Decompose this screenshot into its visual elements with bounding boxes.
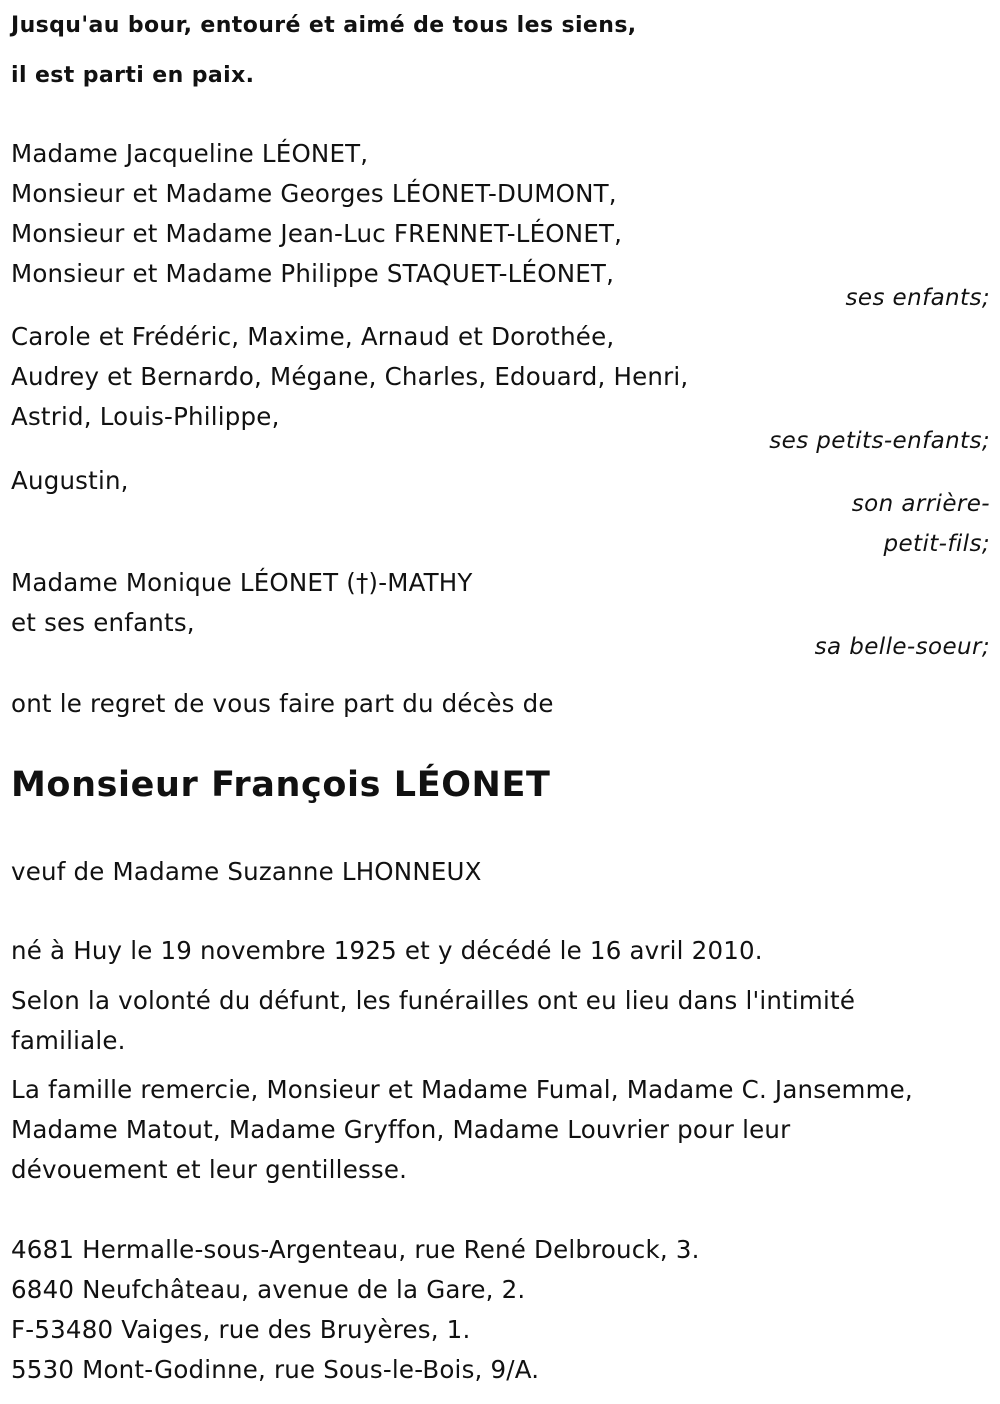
funeral-line-1: Selon la volonté du défunt, les funérailles ont eu lieu dans l'intimité	[11, 986, 856, 1015]
great-grandchild-relation-1: son arrière-	[851, 491, 990, 517]
grandchild-name: Audrey et Bernardo, Mégane, Charles, Edouard, Henri,	[11, 362, 689, 391]
sister-in-law-name: Madame Monique LÉONET (†)-MATHY	[11, 568, 473, 597]
child-name: Monsieur et Madame Georges LÉONET-DUMONT,	[11, 179, 617, 208]
grandchildren-relation: ses petits-enfants;	[769, 428, 990, 454]
thanks-line-3: dévouement et leur gentillesse.	[11, 1155, 408, 1184]
thanks-line-1: La famille remercie, Monsieur et Madame Fumal, Madame C. Jansemme,	[11, 1075, 913, 1104]
thanks-line-2: Madame Matout, Madame Gryffon, Madame Louvrier pour leur	[11, 1115, 791, 1144]
children-relation: ses enfants;	[845, 285, 990, 311]
grandchild-name: Astrid, Louis-Philippe,	[11, 402, 280, 431]
address-line: 6840 Neufchâteau, avenue de la Gare, 2.	[11, 1275, 526, 1304]
widower-of: veuf de Madame Suzanne LHONNEUX	[11, 857, 482, 886]
grandchild-name: Carole et Frédéric, Maxime, Arnaud et Dorothée,	[11, 322, 615, 351]
address-line: F-53480 Vaiges, rue des Bruyères, 1.	[11, 1315, 471, 1344]
announcement: ont le regret de vous faire part du décès de	[11, 689, 554, 718]
sister-in-law-relation: sa belle-soeur;	[814, 634, 990, 660]
funeral-line-2: familiale.	[11, 1026, 126, 1055]
intro-line-1: Jusqu'au bour, entouré et aimé de tous les siens,	[11, 13, 637, 38]
great-grandchild-relation-2: petit-fils;	[883, 531, 990, 557]
child-name: Monsieur et Madame Jean-Luc FRENNET-LÉONET,	[11, 219, 623, 248]
child-name: Madame Jacqueline LÉONET,	[11, 139, 369, 168]
birth-death-dates: né à Huy le 19 novembre 1925 et y décédé le 16 avril 2010.	[11, 936, 763, 965]
child-name: Monsieur et Madame Philippe STAQUET-LÉONET,	[11, 259, 615, 288]
sister-in-law-children: et ses enfants,	[11, 608, 195, 637]
great-grandchild-name: Augustin,	[11, 466, 129, 495]
address-line: 5530 Mont-Godinne, rue Sous-le-Bois, 9/A.	[11, 1355, 540, 1384]
deceased-name: Monsieur François LÉONET	[11, 765, 551, 805]
address-line: 4681 Hermalle-sous-Argenteau, rue René Delbrouck, 3.	[11, 1235, 700, 1264]
intro-line-2: il est parti en paix.	[11, 63, 255, 88]
